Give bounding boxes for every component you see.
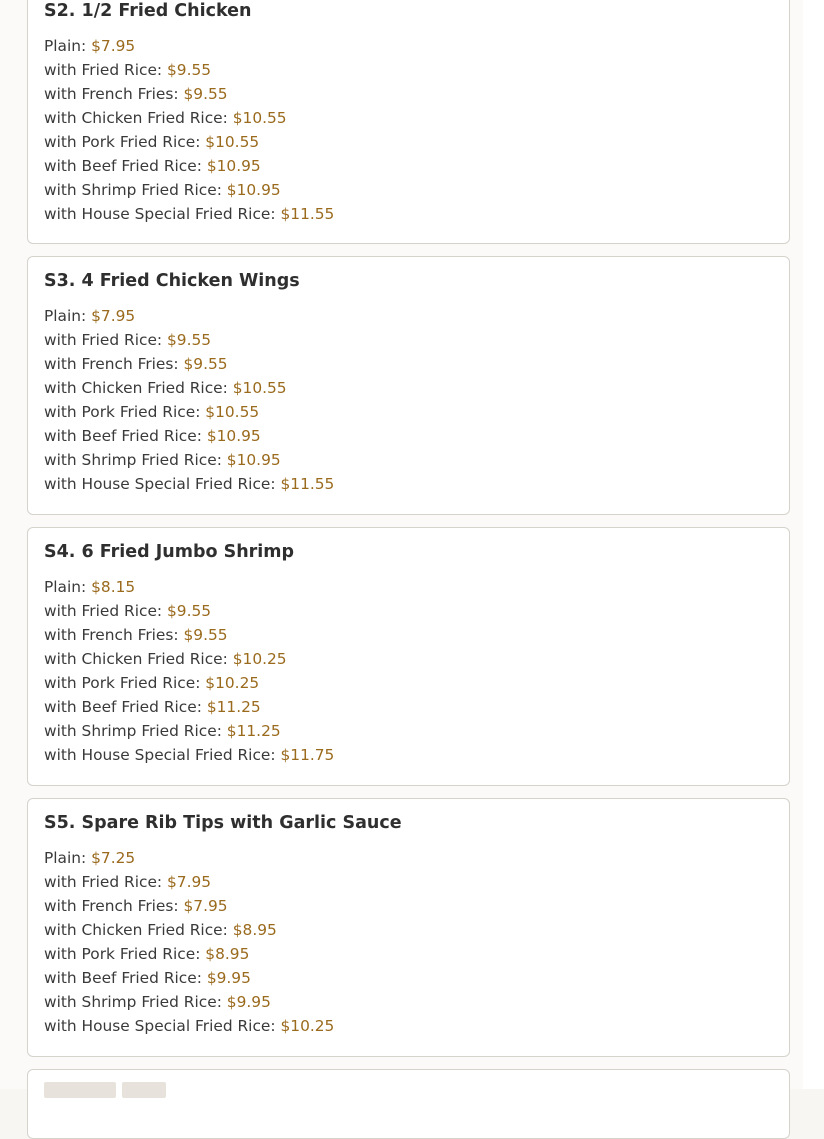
option-price: $10.95 (226, 451, 281, 469)
option-price: $10.25 (280, 1017, 335, 1035)
option-price: $9.55 (183, 626, 228, 644)
price-option-row (44, 448, 334, 472)
price-option-row (44, 894, 334, 918)
price-option-row (44, 106, 334, 130)
option-label: with French Fries: (44, 355, 179, 373)
price-option-row (44, 178, 334, 202)
option-label: with House Special Fried Rice: (44, 475, 276, 493)
option-label: with Shrimp Fried Rice: (44, 181, 222, 199)
option-price: $9.55 (183, 355, 228, 373)
option-price: $10.25 (232, 650, 287, 668)
option-label: with Fried Rice: (44, 331, 163, 349)
price-option-row (44, 671, 334, 695)
price-option-list (44, 846, 334, 1038)
price-option-row (44, 966, 334, 990)
price-option-row (44, 34, 334, 58)
option-price: $10.55 (205, 403, 260, 421)
price-option-row (44, 599, 334, 623)
option-price: $11.55 (280, 205, 335, 223)
price-option-list (44, 575, 334, 767)
option-label: Plain: (44, 307, 87, 325)
menu-item-card-s2[interactable] (27, 0, 790, 244)
price-option-row (44, 647, 334, 671)
option-price: $9.55 (167, 331, 212, 349)
option-price: $11.55 (280, 475, 335, 493)
option-price: $9.95 (226, 993, 271, 1011)
menu-item-card-s5[interactable] (27, 798, 790, 1057)
option-price: $11.75 (280, 746, 335, 764)
option-price: $8.15 (91, 578, 136, 596)
price-option-row (44, 352, 334, 376)
option-price: $7.25 (91, 849, 136, 867)
price-option-row (44, 202, 334, 226)
menu-item-title: S3. 4 Fried Chicken Wings (44, 271, 300, 291)
price-option-row (44, 695, 334, 719)
option-price: $11.25 (226, 722, 281, 740)
option-price: $10.95 (226, 181, 281, 199)
price-option-row (44, 942, 334, 966)
price-option-row (44, 846, 334, 870)
price-option-row (44, 376, 334, 400)
option-label: with Beef Fried Rice: (44, 969, 202, 987)
option-label: Plain: (44, 37, 87, 55)
option-label: with Beef Fried Rice: (44, 157, 202, 175)
menu-item-card-partial[interactable] (27, 1069, 790, 1139)
title-fragment (122, 1082, 166, 1098)
price-option-row (44, 328, 334, 352)
option-label: with House Special Fried Rice: (44, 1017, 276, 1035)
option-price: $8.95 (232, 921, 277, 939)
option-label: with House Special Fried Rice: (44, 205, 276, 223)
option-label: Plain: (44, 578, 87, 596)
option-price: $9.55 (167, 61, 212, 79)
price-option-list (44, 304, 334, 496)
price-option-row (44, 304, 334, 328)
menu-item-title: S2. 1/2 Fried Chicken (44, 1, 252, 21)
menu-item-card-s3[interactable] (27, 256, 790, 515)
page-scroll-edge (803, 0, 824, 1089)
option-price: $7.95 (91, 37, 136, 55)
menu-item-card-s4[interactable] (27, 527, 790, 786)
option-label: with French Fries: (44, 85, 179, 103)
option-label: with Chicken Fried Rice: (44, 109, 228, 127)
title-fragment (44, 1082, 116, 1098)
option-price: $10.55 (232, 109, 287, 127)
option-price: $7.95 (91, 307, 136, 325)
price-option-row (44, 623, 334, 647)
option-label: with Pork Fried Rice: (44, 945, 201, 963)
price-option-row (44, 154, 334, 178)
price-option-row (44, 990, 334, 1014)
option-price: $10.55 (205, 133, 260, 151)
price-option-row (44, 82, 334, 106)
option-label: with Beef Fried Rice: (44, 698, 202, 716)
price-option-row (44, 1014, 334, 1038)
option-label: with Pork Fried Rice: (44, 674, 201, 692)
option-label: with Beef Fried Rice: (44, 427, 202, 445)
option-label: with Fried Rice: (44, 602, 163, 620)
option-price: $9.55 (183, 85, 228, 103)
option-label: with Fried Rice: (44, 61, 163, 79)
price-option-row (44, 719, 334, 743)
option-price: $10.55 (232, 379, 287, 397)
option-label: with Shrimp Fried Rice: (44, 993, 222, 1011)
option-label: with French Fries: (44, 626, 179, 644)
option-price: $10.25 (205, 674, 260, 692)
option-price: $9.95 (206, 969, 251, 987)
price-option-row (44, 58, 334, 82)
option-price: $7.95 (183, 897, 228, 915)
price-option-row (44, 870, 334, 894)
price-option-row (44, 575, 334, 599)
price-option-row (44, 130, 334, 154)
option-price: $8.95 (205, 945, 250, 963)
option-label: with Fried Rice: (44, 873, 163, 891)
partially-visible-title-placeholder (44, 1080, 172, 1100)
option-label: with House Special Fried Rice: (44, 746, 276, 764)
option-label: with Chicken Fried Rice: (44, 379, 228, 397)
option-label: with Shrimp Fried Rice: (44, 722, 222, 740)
price-option-row (44, 424, 334, 448)
option-price: $11.25 (206, 698, 261, 716)
option-price: $10.95 (206, 157, 261, 175)
price-option-row (44, 743, 334, 767)
price-option-row (44, 472, 334, 496)
option-label: with Pork Fried Rice: (44, 133, 201, 151)
price-option-row (44, 400, 334, 424)
option-label: with Chicken Fried Rice: (44, 650, 228, 668)
price-option-row (44, 918, 334, 942)
option-label: with French Fries: (44, 897, 179, 915)
menu-item-title: S5. Spare Rib Tips with Garlic Sauce (44, 813, 402, 833)
option-price: $9.55 (167, 602, 212, 620)
option-label: with Chicken Fried Rice: (44, 921, 228, 939)
price-option-list (44, 34, 334, 226)
menu-item-title: S4. 6 Fried Jumbo Shrimp (44, 542, 295, 562)
option-price: $7.95 (167, 873, 212, 891)
option-label: with Pork Fried Rice: (44, 403, 201, 421)
option-label: with Shrimp Fried Rice: (44, 451, 222, 469)
option-label: Plain: (44, 849, 87, 867)
option-price: $10.95 (206, 427, 261, 445)
